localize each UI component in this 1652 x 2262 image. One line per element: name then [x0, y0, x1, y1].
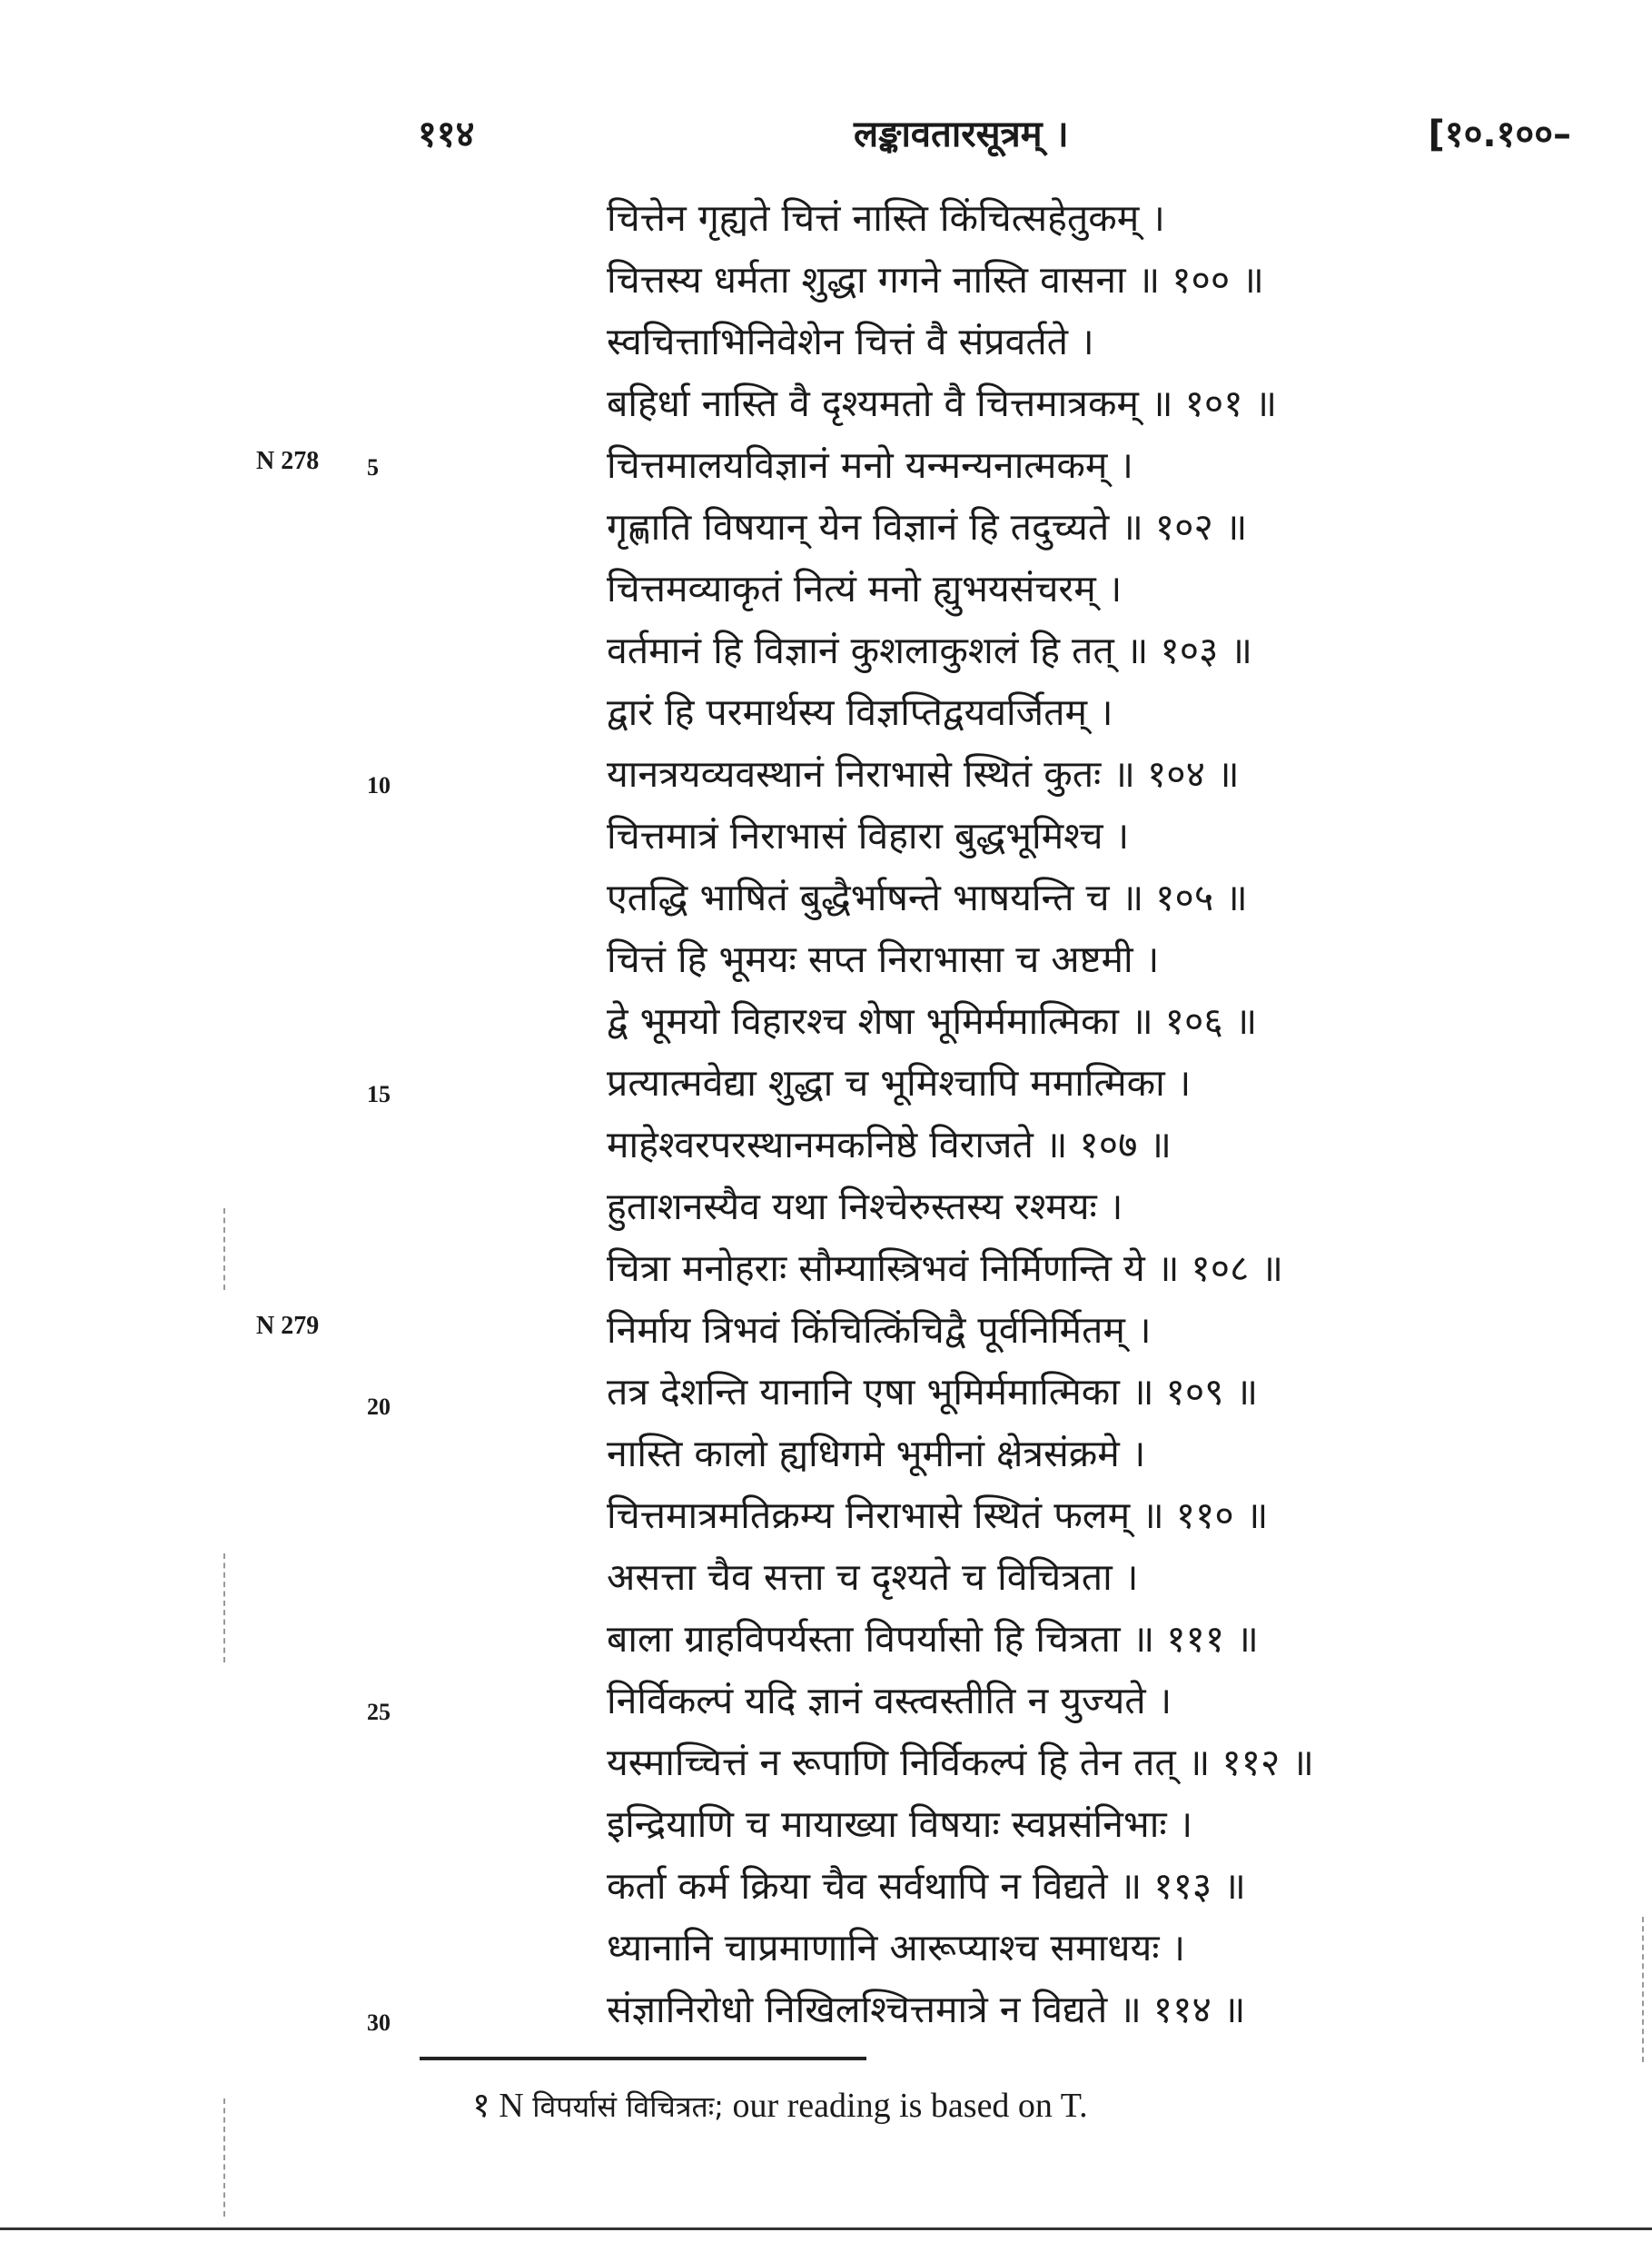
line-number: 20 — [367, 1394, 391, 1420]
verse-line: निर्विकल्पं यदि ज्ञानं वस्त्वस्तीति न युज्यते । — [607, 1679, 1172, 1722]
verse-line: चित्तेन गृह्यते चित्तं नास्ति किंचित्सहेतुकम् । — [607, 196, 1165, 240]
line-number: 25 — [367, 1699, 391, 1725]
line-number: 30 — [367, 2009, 391, 2036]
verse-line: चित्तमात्रमतिक्रम्य निराभासे स्थितं फलम् ॥ ११० ॥ — [607, 1493, 1269, 1537]
running-header — [400, 107, 1571, 162]
footnote — [472, 2080, 1088, 2128]
verse-line: द्वे भूमयो विहारश्च शेषा भूमिर्ममात्मिका ॥ १०६ ॥ — [607, 999, 1258, 1043]
verse-line: वर्तमानं हि विज्ञानं कुशलाकुशलं हि तत् ॥ १०३ ॥ — [607, 629, 1252, 672]
line-number: 5 — [367, 454, 379, 481]
scan-artifact — [223, 1553, 225, 1662]
page-edge-line — [0, 2227, 1652, 2230]
footnote-marker: १ — [472, 2087, 490, 2125]
verse-line: यानत्रयव्यवस्थानं निराभासे स्थितं कुतः ॥ १०४ ॥ — [607, 752, 1240, 796]
manuscript-ref: N 279 — [256, 1312, 320, 1340]
footnote-comment: our reading is based on T. — [732, 2087, 1088, 2125]
footnote-rule — [420, 2057, 866, 2060]
line-number: 10 — [367, 772, 391, 799]
verse-line: असत्ता चैव सत्ता च दृश्यते च विचित्रता । — [607, 1555, 1139, 1599]
footnote-variant: विपर्यासं विचित्रतः; — [532, 2089, 724, 2124]
verse-line: चित्तमालयविज्ञानं मनो यन्मन्यनात्मकम् । — [607, 443, 1133, 487]
verse-line: बाला ग्राहविपर्यस्ता विपर्यासो हि चित्रता ॥ १११ ॥ — [607, 1617, 1259, 1661]
footnote-siglum: N — [499, 2087, 524, 2125]
scan-artifact — [223, 2098, 225, 2217]
line-number: 15 — [367, 1081, 391, 1107]
verse-line: बहिर्धा नास्ति वै दृश्यमतो वै चित्तमात्रकम् ॥ १०१ ॥ — [607, 382, 1278, 425]
verse-line: तत्र देशन्ति यानानि एषा भूमिर्ममात्मिका ॥ १०९ ॥ — [607, 1370, 1259, 1414]
verse-line: चित्तमव्याकृतं नित्यं मनो ह्युभयसंचरम् । — [607, 567, 1123, 610]
verse-line: माहेश्वरपरस्थानमकनिष्ठे विराजते ॥ १०७ ॥ — [607, 1123, 1172, 1166]
verse-line: यस्माच्चित्तं न रूपाणि निर्विकल्पं हि तेन तत् ॥ ११२ ॥ — [607, 1741, 1314, 1784]
verse-line: गृह्णाति विषयान् येन विज्ञानं हि तदुच्यते ॥ १०२ ॥ — [607, 505, 1248, 549]
verse-line: ध्यानानि चाप्रमाणानि आरूप्याश्च समाधयः । — [607, 1926, 1186, 1969]
page-number: ११४ — [418, 114, 475, 155]
verse-line: द्वारं हि परमार्थस्य विज्ञप्तिद्वयवर्जितम् । — [607, 690, 1113, 734]
running-title: लङ्कावतारसूत्रम् । — [854, 114, 1069, 155]
verse-line: प्रत्यात्मवेद्या शुद्धा च भूमिश्चापि ममात्मिका । — [607, 1061, 1192, 1105]
verse-line: नास्ति कालो ह्यधिगमे भूमीनां क्षेत्रसंक्रमे । — [607, 1432, 1146, 1475]
verse-line: एतद्धि भाषितं बुद्धैर्भाषन्ते भाषयन्ति च ॥ १०५ ॥ — [607, 876, 1248, 919]
scan-artifact — [1642, 1917, 1644, 2062]
verse-line: हुताशनस्यैव यथा निश्चेरुस्तस्य रश्मयः । — [607, 1185, 1123, 1228]
scan-artifact — [223, 1208, 225, 1290]
verse-line: स्वचित्ताभिनिवेशेन चित्तं वै संप्रवर्तते । — [607, 320, 1094, 363]
manuscript-ref: N 278 — [256, 447, 320, 475]
verse-line: निर्माय त्रिभवं किंचित्किंचिद्वै पूर्वनिर्मितम् । — [607, 1308, 1152, 1352]
verse-reference: [१०.१००– — [1428, 114, 1571, 155]
verse-line: चित्तं हि भूमयः सप्त निराभासा च अष्टमी । — [607, 938, 1160, 981]
verse-line: चित्रा मनोहराः सौम्यास्त्रिभवं निर्मिणन्ति ये ॥ १०८ ॥ — [607, 1246, 1283, 1290]
verse-line: चित्तमात्रं निराभासं विहारा बुद्धभूमिश्च । — [607, 814, 1130, 858]
verse-line: इन्द्रियाणि च मायाख्या विषयाः स्वप्नसंनिभाः । — [607, 1802, 1193, 1846]
verse-line: चित्तस्य धर्मता शुद्धा गगने नास्ति वासना ॥ १०० ॥ — [607, 258, 1264, 302]
verse-line: संज्ञानिरोधो निखिलश्चित्तमात्रे न विद्यते ॥ ११४ ॥ — [607, 1988, 1246, 2031]
verse-line: कर्ता कर्म क्रिया चैव सर्वथापि न विद्यते ॥ ११३ ॥ — [607, 1864, 1246, 1908]
